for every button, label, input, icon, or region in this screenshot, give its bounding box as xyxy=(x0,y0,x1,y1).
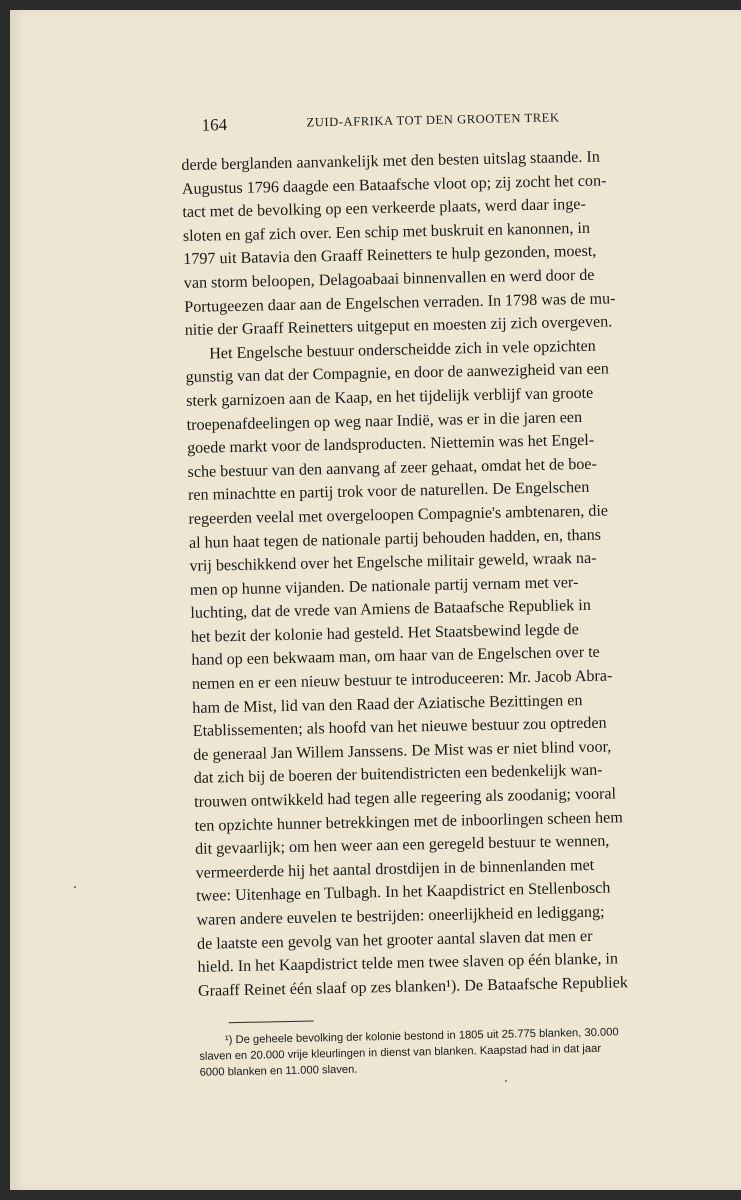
text-line: nemen en er een nieuw bestuur te introduceeren: Mr. Jacob Abra- xyxy=(191,667,613,693)
text-line: vermeerderde hij het aantal drostdijen in de binnenlanden met xyxy=(195,856,595,882)
running-title: ZUID-AFRIKA TOT DEN GROOTEN TREK xyxy=(306,110,560,130)
text-line: dit gevaarlijk; om hen weer aan een geregeld bestuur te wennen, xyxy=(194,832,610,859)
text-line: ten opzichte hunner betrekkingen met de inboorlingen scheen hem xyxy=(194,808,623,835)
text-line: de laatste een gevolg van het grooter aantal slaven dat men er xyxy=(196,927,593,953)
text-line: regeerden veelal met overgeloopen Compagnie's ambtenaren, die xyxy=(188,502,609,528)
body-text xyxy=(181,143,738,1003)
text-line: 1797 uit Batavia den Graaff Reinetters te hulp gezonden, moest, xyxy=(183,243,597,269)
footnote xyxy=(199,1022,740,1081)
text-line: al hun haat tegen de nationale partij behouden hadden, en, thans xyxy=(188,526,602,552)
text-line: van storm beloopen, Delagoabaai binnenvallen en werd door de xyxy=(183,266,595,292)
text-line: sterk garnizoen aan de Kaap, en het tijdelijk verblijf van groote xyxy=(185,384,594,410)
paper-speck xyxy=(74,886,76,888)
text-line: ham de Mist, lid van den Raad der Aziatische Bezittingen en xyxy=(192,691,583,717)
footnote-line: 6000 blanken en 11.000 slaven. xyxy=(199,1064,358,1080)
text-line: hield. In het Kaapdistrict telde men twee slaven op één blanke, in xyxy=(197,950,619,977)
text-line: vrij beschikkend over het Engelsche militair geweld, wraak na- xyxy=(189,549,597,575)
text-line: ren minachtte en partij trok voor de naturellen. De Engelschen xyxy=(187,479,590,505)
text-line: nitie der Graaff Reinetters uitgeput en moesten zij zich overgeven. xyxy=(184,313,613,340)
footnote-divider xyxy=(229,1021,314,1024)
text-line: dat zich bij de boeren der buitendistricten een bedenkelijk wan- xyxy=(193,762,603,788)
text-line: sche bestuur van den aanvang af zeer gehaat, omdat het de boe- xyxy=(187,455,597,481)
book-page xyxy=(10,10,741,1190)
text-line: men op hunne vijanden. De nationale partij vernam met ver- xyxy=(189,573,579,599)
page-content xyxy=(180,83,740,1081)
running-head xyxy=(180,83,721,134)
page-number: 164 xyxy=(201,115,228,135)
text-line: Portugeezen daar aan de Engelschen verraden. In 1798 was de mu- xyxy=(184,289,616,316)
text-line: hand op een bekwaam man, om haar van de Engelschen over te xyxy=(191,644,600,670)
footnote-line: ¹) De geheele bevolking der kolonie bestond in 1805 uit 25.775 blanken, 30.000 xyxy=(224,1026,619,1047)
text-line: goede markt voor de landsproducten. Niettemin was het Engel- xyxy=(186,431,595,458)
text-line: troepenafdeelingen op weg naar Indië, was er in die jaren een xyxy=(186,408,583,434)
text-line: twee: Uitenhage en Tulbagh. In het Kaapdistrict en Stellenbosch xyxy=(195,879,611,906)
text-line: Het Engelsche bestuur onderscheidde zich in vele opzichten xyxy=(209,337,596,363)
text-line: Graaff Reinet één slaaf op zes blanken¹). De Bataafsche Republiek xyxy=(197,973,629,1000)
text-line: waren andere euvelen te bestrijden: oneerlijkheid en lediggang; xyxy=(196,903,605,929)
text-line: de generaal Jan Willem Janssens. De Mist was er niet blind voor, xyxy=(193,738,612,764)
text-line: Etablissementen; als hoofd van het nieuwe bestuur zou optreden xyxy=(192,714,607,741)
text-line: trouwen ontwikkeld had tegen alle regeering als zoodanig; vooral xyxy=(194,785,617,811)
text-line: sloten en gaf zich over. Een schip met buskruit en kanonnen, in xyxy=(182,219,591,245)
text-line: luchting, dat de vrede van Amiens de Bataafsche Republiek in xyxy=(190,597,591,623)
text-line: het bezit der kolonie had gesteld. Het Staatsbewind legde de xyxy=(190,620,579,646)
footnote-line: slaven en 20.000 vrije kleurlingen in dienst van blanken. Kaapstad had in dat jaar xyxy=(199,1043,602,1064)
text-line: tact met de bevolking op een verkeerde plaats, werd daar inge- xyxy=(182,196,586,222)
text-line: gunstig van dat der Compagnie, en door de aanwezigheid van een xyxy=(185,360,610,387)
text-line: derde berglanden aanvankelijk met den besten uitslag staande. In xyxy=(181,148,600,174)
text-line: Augustus 1796 daagde een Bataafsche vloot op; zij zocht het con- xyxy=(181,172,607,198)
paper-speck xyxy=(505,1080,507,1082)
